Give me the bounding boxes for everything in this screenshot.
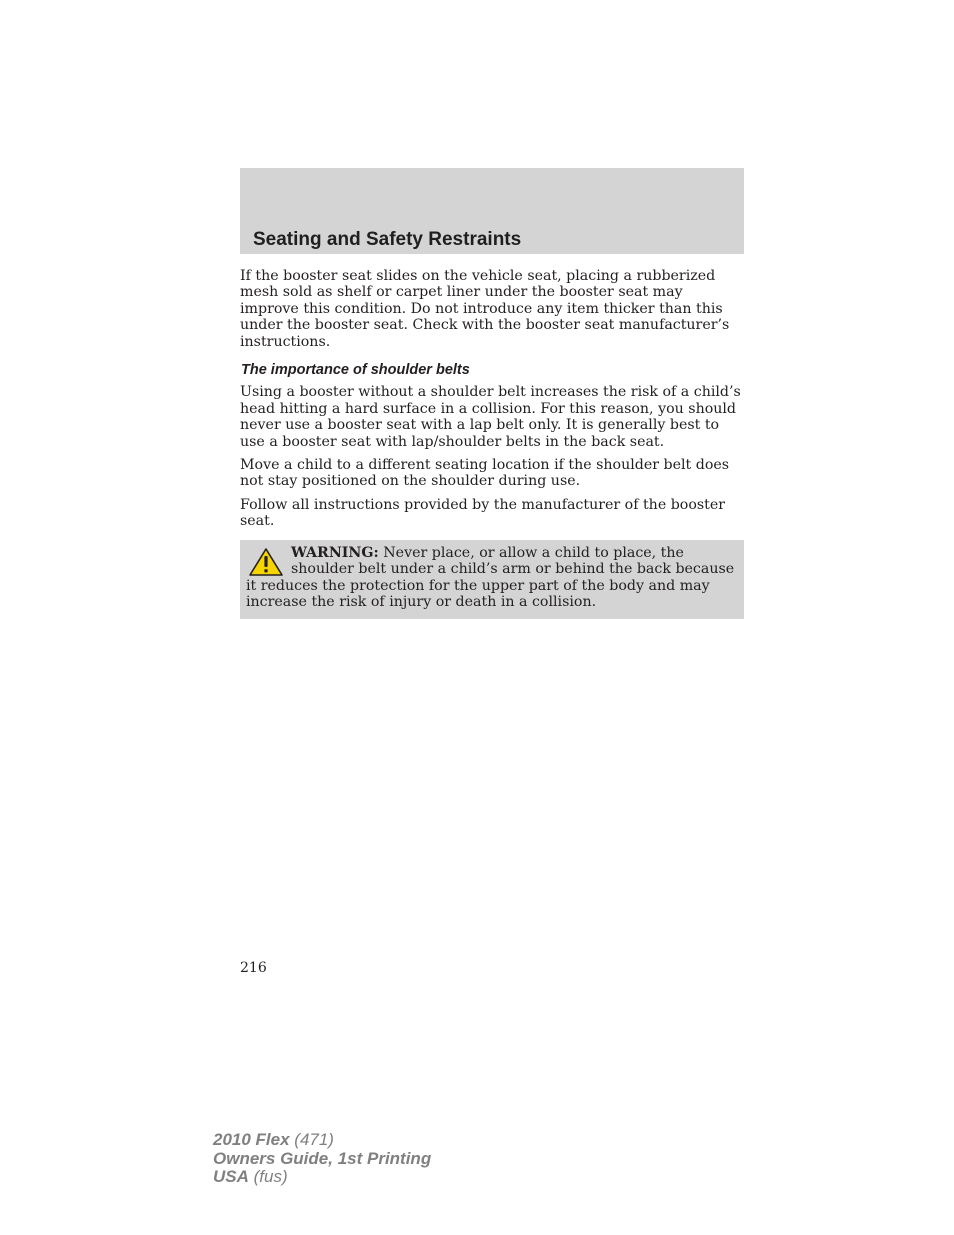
section-header-band	[240, 168, 744, 254]
paragraph-booster-without-shoulder-belt: Using a booster without a shoulder belt increases the risk of a child’s head hitting a hard surface in a collision. For this reason, you should never use a booster seat with a lap belt only. It is generally best to use a booster seat with lap/shoulder belts in the back seat.	[240, 384, 741, 450]
footer-market: USA	[213, 1167, 249, 1187]
footer-model: 2010 Flex	[213, 1130, 290, 1149]
footer-guide-edition: Owners Guide, 1st Printing	[213, 1148, 432, 1168]
footer-market-code: (fus)	[248, 1167, 288, 1187]
subheading-shoulder-belts: The importance of shoulder belts	[241, 362, 470, 379]
footer-publication-info	[213, 1131, 431, 1187]
page-content	[240, 268, 744, 619]
warning-label: WARNING:	[291, 544, 379, 561]
paragraph-booster-slide: If the booster seat slides on the vehicle seat, placing a rubberized mesh sold as shelf or carpet liner under the booster seat may improve this condition. Do not introduce any item thicker than this under the booster seat. Check with the booster seat manufacturer’s instructions.	[240, 268, 730, 350]
paragraph-follow-instructions: Follow all instructions provided by the manufacturer of the booster seat.	[240, 496, 726, 530]
warning-triangle-icon	[248, 547, 284, 577]
footer-line-market	[213, 1168, 431, 1187]
footer-model-code: (471)	[289, 1130, 334, 1149]
footer-line-model	[213, 1131, 431, 1150]
warning-text: Never place, or allow a child to place, the shoulder belt under a child’s arm or behind the back because it reduces the protection for the upper part of the body and may increase the risk of injury or death in a collision.	[246, 544, 735, 610]
paragraph-move-child: Move a child to a different seating location if the shoulder belt does not stay positioned on the shoulder during use.	[240, 457, 730, 490]
page-number: 216	[240, 960, 267, 976]
section-title: Seating and Safety Restraints	[253, 229, 522, 250]
warning-box	[240, 540, 744, 620]
